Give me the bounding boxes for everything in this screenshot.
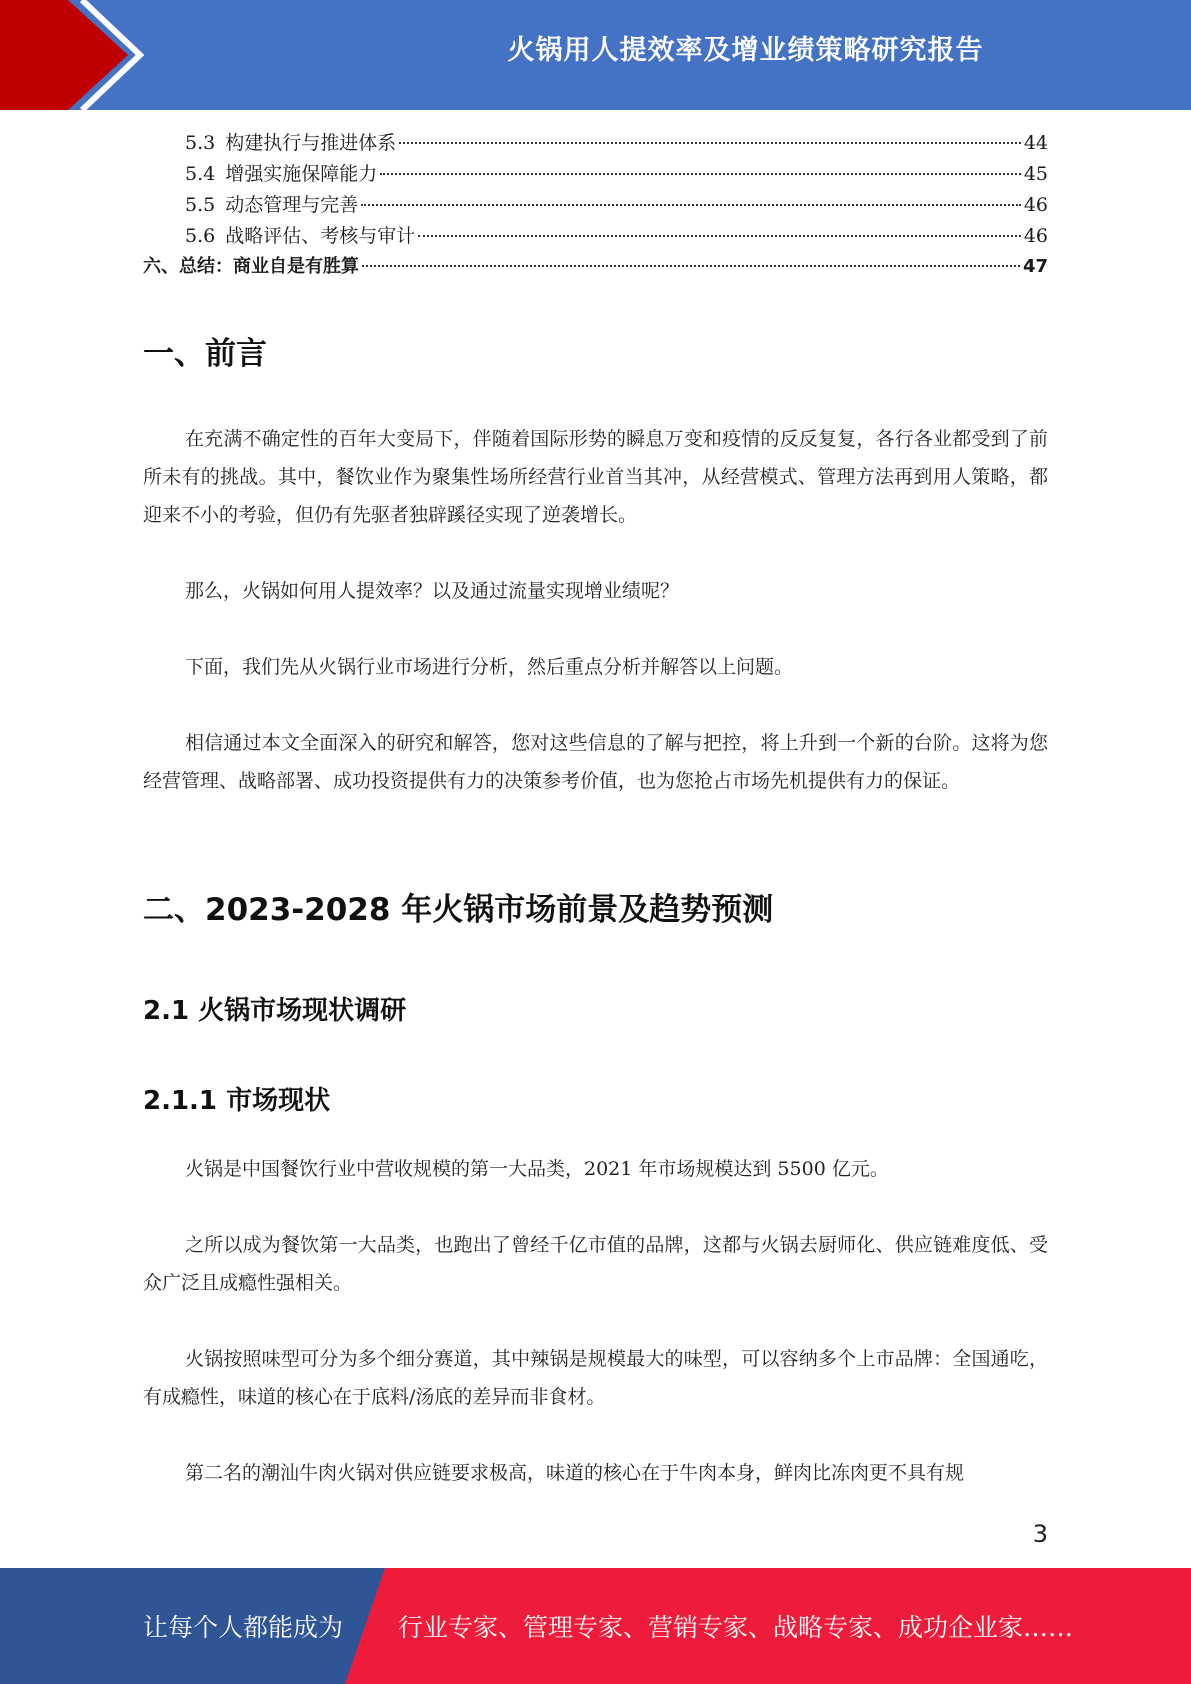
toc-entry-title: 六、总结：商业自是有胜算 — [143, 256, 359, 277]
footer-slogan-left: 让每个人都能成为 — [143, 1613, 344, 1642]
toc-entry[interactable] — [143, 159, 1048, 190]
paragraph: 相信通过本文全面深入的研究和解答，您对这些信息的了解与把控，将上升到一个新的台阶。这将为您经营管理、战略部署、成功投资提供有力的决策参考价值，也为您抢占市场先机提供有力的保证。 — [143, 732, 1048, 792]
toc-entry-title: 动态管理与完善 — [225, 194, 359, 216]
report-title: 火锅用人提效率及增业绩策略研究报告 — [507, 35, 984, 66]
toc-leader-dots — [399, 142, 1021, 144]
table-of-contents — [143, 128, 1048, 283]
toc-entry-chapter[interactable] — [143, 252, 1048, 283]
toc-entry[interactable] — [143, 221, 1048, 252]
paragraph: 下面，我们先从火锅行业市场进行分析，然后重点分析并解答以上问题。 — [185, 656, 794, 678]
footer-slogan-right: 行业专家、管理专家、营销专家、战略专家、成功企业家…… — [398, 1613, 1074, 1642]
subsubsection-heading: 2.1.1 市场现状 — [143, 1086, 331, 1116]
toc-leader-dots — [418, 235, 1021, 237]
toc-leader-dots — [361, 204, 1021, 206]
toc-entry-number: 5.6 — [185, 225, 216, 247]
toc-leader-dots — [362, 265, 1020, 267]
paragraph: 在充满不确定性的百年大变局下，伴随着国际形势的瞬息万变和疫情的反反复复，各行各业都受到了前所未有的挑战。其中，餐饮业作为聚集性场所经营行业首当其冲，从经营模式、管理方法再到用人策略，都迎来不小的考验，但仍有先驱者独辟蹊径实现了逆袭增长。 — [143, 428, 1048, 526]
page-footer — [0, 1568, 1191, 1684]
paragraph: 火锅是中国餐饮行业中营收规模的第一大品类，2021 年市场规模达到 5500 亿元。 — [185, 1158, 889, 1180]
toc-entry-title: 构建执行与推进体系 — [225, 132, 397, 154]
toc-entry-title: 增强实施保障能力 — [225, 163, 378, 185]
toc-entry[interactable] — [143, 128, 1048, 159]
page-number: 3 — [1032, 1520, 1048, 1548]
header-red-arrow-decoration — [0, 0, 160, 110]
section-heading-preface: 一、前言 — [143, 336, 267, 372]
paragraph: 那么，火锅如何用人提效率？以及通过流量实现增业绩呢？ — [185, 580, 680, 602]
page-header — [0, 0, 1191, 110]
toc-entry-title: 战略评估、考核与审计 — [225, 225, 416, 247]
paragraph: 第二名的潮汕牛肉火锅对供应链要求极高，味道的核心在于牛肉本身，鲜肉比冻肉更不具有规 — [185, 1462, 965, 1484]
paragraph: 火锅按照味型可分为多个细分赛道，其中辣锅是规模最大的味型，可以容纳多个上市品牌：全国通吃，有成瘾性，味道的核心在于底料/汤底的差异而非食材。 — [143, 1348, 1048, 1408]
toc-entry-page: 45 — [1023, 163, 1048, 185]
toc-entry-page: 47 — [1022, 256, 1048, 277]
subsection-heading: 2.1 火锅市场现状调研 — [143, 996, 407, 1026]
toc-entry-number: 5.4 — [185, 163, 216, 185]
toc-entry-page: 44 — [1023, 132, 1048, 154]
toc-entry-page: 46 — [1023, 194, 1048, 216]
toc-entry-number: 5.5 — [185, 194, 216, 216]
toc-leader-dots — [380, 173, 1021, 175]
section-heading-market-outlook: 二、2023-2028 年火锅市场前景及趋势预测 — [143, 892, 774, 928]
toc-entry-number: 5.3 — [185, 132, 216, 154]
toc-entry[interactable] — [143, 190, 1048, 221]
paragraph: 之所以成为餐饮第一大品类，也跑出了曾经千亿市值的品牌，这都与火锅去厨师化、供应链难度低、受众广泛且成瘾性强相关。 — [143, 1234, 1048, 1294]
toc-entry-page: 46 — [1023, 225, 1048, 247]
